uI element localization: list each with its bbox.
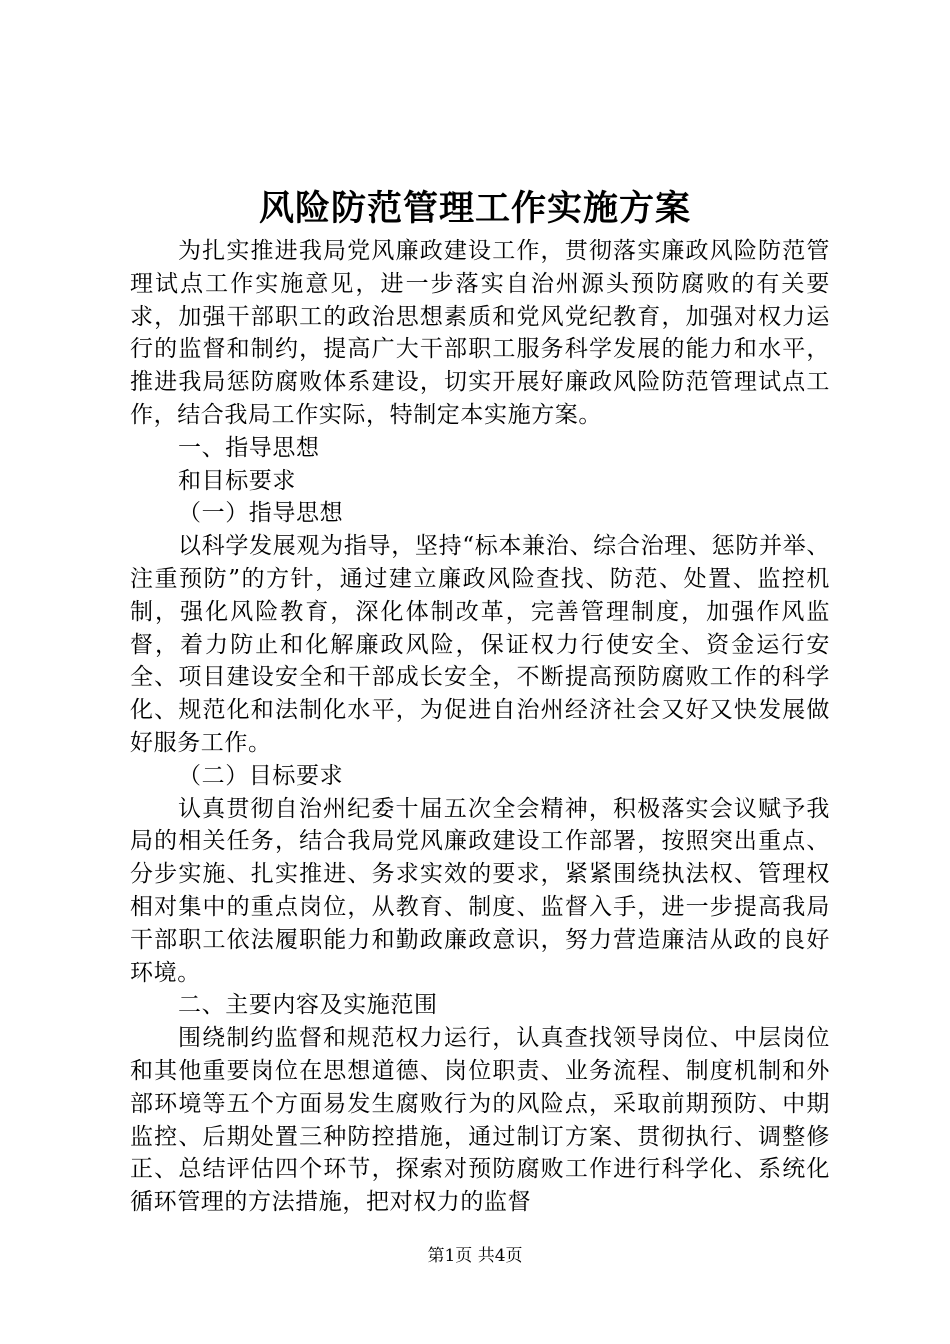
page-footer: 第1页 共4页 [427,1246,523,1266]
subsection-heading-goals: （二）目标要求 [178,762,344,789]
guiding-thought-paragraph: 以科学发展观为指导，坚持“标本兼治、综合治理、惩防并举、注重预防”的方针，通过建立廉政风险查找、防范、处置、监控机制，强化风险教育，深化体制改革，完善管理制度，加强作风监督，着力防止和化解廉政风险，保证权力行使安全、资金运行安全、项目建设安全和干部成长安全，不断提高预防腐败工作的科学化、规范化和法制化水平，为促进自治州经济社会又好又快发展做好服务工作。 [130,533,830,756]
document-body [130,235,830,1219]
document-title: 风险防范管理工作实施方案 [258,188,691,229]
section-heading-1: 一、指导思想 [178,434,320,461]
main-content-paragraph: 围绕制约监督和规范权力运行，认真查找领导岗位、中层岗位和其他重要岗位在思想道德、岗位职责、业务流程、制度机制和外部环境等五个方面易发生腐败行为的风险点，采取前期预防、中期监控、后期处置三种防控措施，通过制订方案、贯彻执行、调整修正、总结评估四个环节，探索对预防腐败工作进行科学化、系统化循环管理的方法措施，把对权力的监督 [130,1025,830,1216]
goals-paragraph: 认真贯彻自治州纪委十届五次全会精神，积极落实会议赋予我局的相关任务，结合我局党风廉政建设工作部署，按照突出重点、分步实施、扎实推进、务求实效的要求，紧紧围绕执法权、管理权相对集中的重点岗位，从教育、制度、监督入手，进一步提高我局干部职工依法履职能力和勤政廉政意识，努力营造廉洁从政的良好环境。 [130,795,830,986]
section-heading-2: 二、主要内容及实施范围 [178,992,438,1019]
subsection-heading-guiding-thought: （一）指导思想 [178,500,344,527]
section-heading-1-continued: 和目标要求 [178,467,296,494]
intro-paragraph: 为扎实推进我局党风廉政建设工作，贯彻落实廉政风险防范管理试点工作实施意见，进一步落实自治州源头预防腐败的有关要求，加强干部职工的政治思想素质和党风党纪教育，加强对权力运行的监督和制约，提高广大干部职工服务科学发展的能力和水平，推进我局惩防腐败体系建设，切实开展好廉政风险防范管理试点工作，结合我局工作实际，特制定本实施方案。 [130,238,830,428]
